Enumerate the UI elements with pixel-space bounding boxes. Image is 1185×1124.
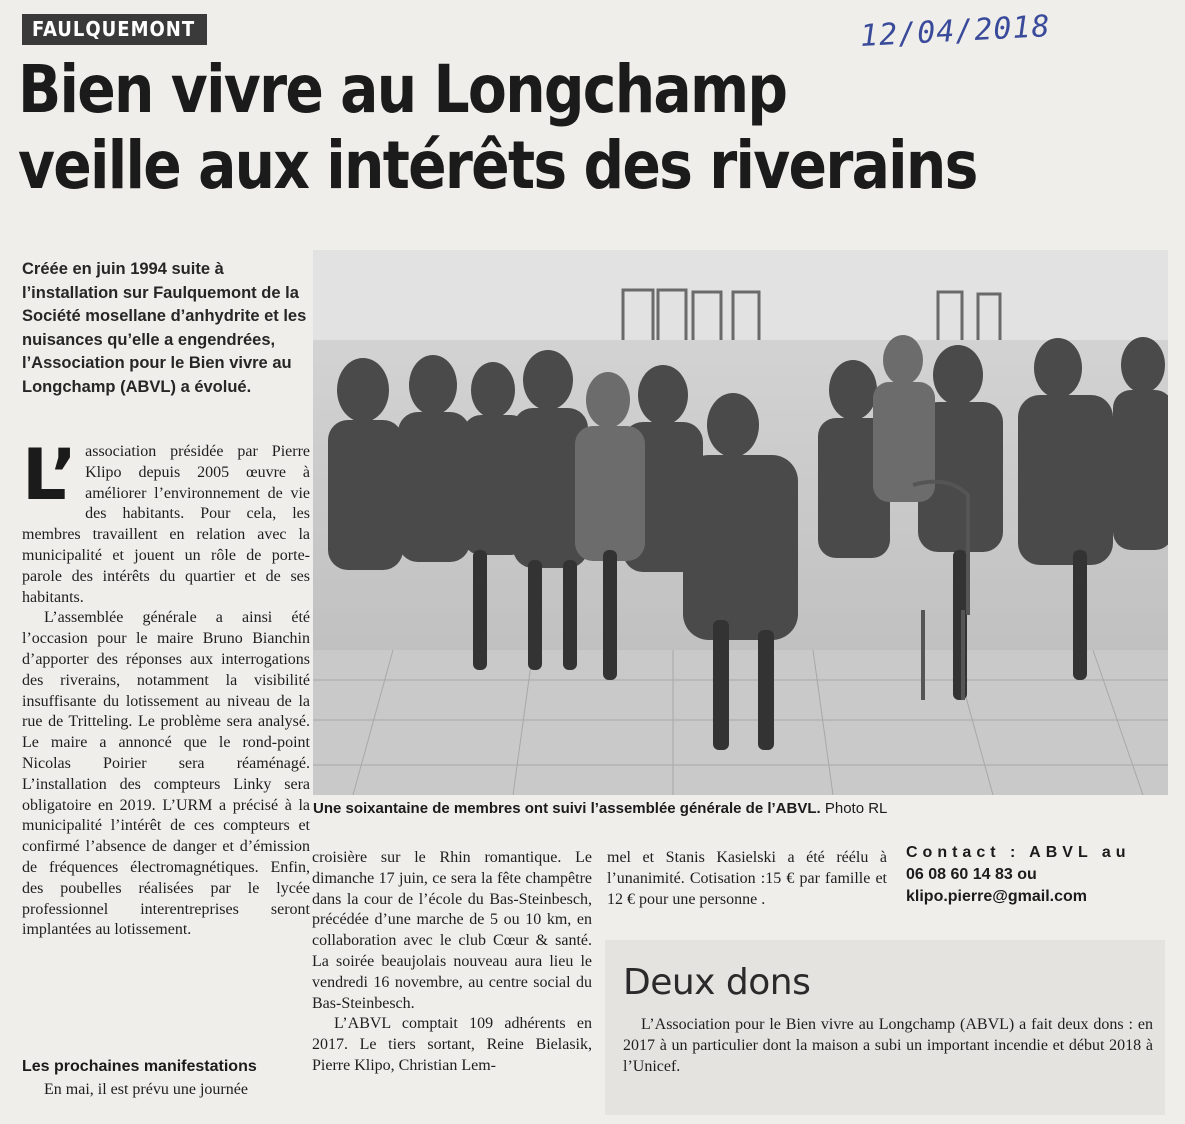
article-column-2 [312,848,592,1077]
paragraph: L’ABVL comptait 109 adhérents en 2017. Le tiers sortant, Reine Bielasik, Pierre Klipo, Christian Lem- [312,1015,592,1074]
paragraph: croisière sur le Rhin romantique. Le dimanche 17 juin, ce sera la fête champêtre dans la cour de l’école du Bas-Steinbesch, précédée d’une marche de 5 ou 10 km, en collaboration avec le club Cœur & santé. La soirée beaujolais nouveau aura lieu le vendredi 16 novembre, au centre social du Bas-Steinbesch. [312,849,592,1012]
paragraph-text: association présidée par Pierre Klipo depuis 2005 œuvre à améliorer l’environnement de vie des habitants. Pour cela, les membres travaillent en relation avec la municipalité et jouent un rôle de porte-parole des intérêts du quartier et de ses habitants. [22,443,310,606]
article-photo [313,250,1168,795]
article-column-1 [22,434,310,941]
article-column-1-end [22,1080,310,1101]
sidebar-box-text: L’Association pour le Bien vivre au Longchamp (ABVL) a fait deux dons : en 2017 à un particulier dont la maison a subi un important incendie et début 2018 à l’Unicef. [623,1016,1153,1075]
section-rubric: FAULQUEMONT [22,14,207,45]
contact-label: Contact : ABVL au [906,844,1131,861]
paragraph: L’assemblée générale a ainsi été l’occasion pour le maire Bruno Bianchin d’apporter des réponses aux interrogations des riverains, notamment la visibilité insuffisante du lotissement au niveau de la rue de Tritteling. Le problème sera analysé. Le maire a annoncé que le rond-point Nicolas Poirier sera réaménagé. L’installation des compteurs Linky sera obligatoire en 2019. L’URM a précisé à la municipalité l’intérêt de ces compteurs et confirmé l’absence de danger et d’émission de fréquences électromagnétiques. Enfin, des poubelles réalisées par le lycée professionnel interentreprises seront implantées au lotissement. [22,609,310,939]
audience-photo-illustration [313,250,1168,795]
contact-block [906,842,1158,908]
photo-credit: Photo RL [824,800,888,817]
headline [18,52,981,204]
headline-line-2: veille aux intérêts des riverains [18,127,977,204]
sidebar-box-title: Deux dons [623,962,811,1003]
handwritten-date: 12/04/2018 [859,9,1052,54]
paragraph [22,434,310,608]
contact-details: 06 08 60 14 83 ou klipo.pierre@gmail.com [906,866,1087,905]
headline-line-1: Bien vivre au Longchamp [18,51,787,128]
photo-caption [313,800,1168,817]
paragraph: En mai, il est prévu une journée [44,1081,248,1098]
sidebar-box [605,940,1165,1115]
caption-text: Une soixantaine de membres ont suivi l’assemblée générale de l’ABVL. [313,800,821,817]
article-lead: Créée en juin 1994 suite à l’installation sur Faulquemont de la Société mosellane d’anhydrite et les nuisances qu’elle a engendrées, l’Association pour le Bien vivre au Longchamp (ABVL) a évolué. [22,260,307,396]
section-subheading: Les prochaines manifestations [22,1058,257,1075]
paragraph: mel et Stanis Kasielski a été réélu à l’unanimité. Cotisation :15 € par famille et 12 € pour une personne . [607,849,887,908]
article-column-3 [607,848,887,910]
drop-cap: L’ [22,434,78,516]
